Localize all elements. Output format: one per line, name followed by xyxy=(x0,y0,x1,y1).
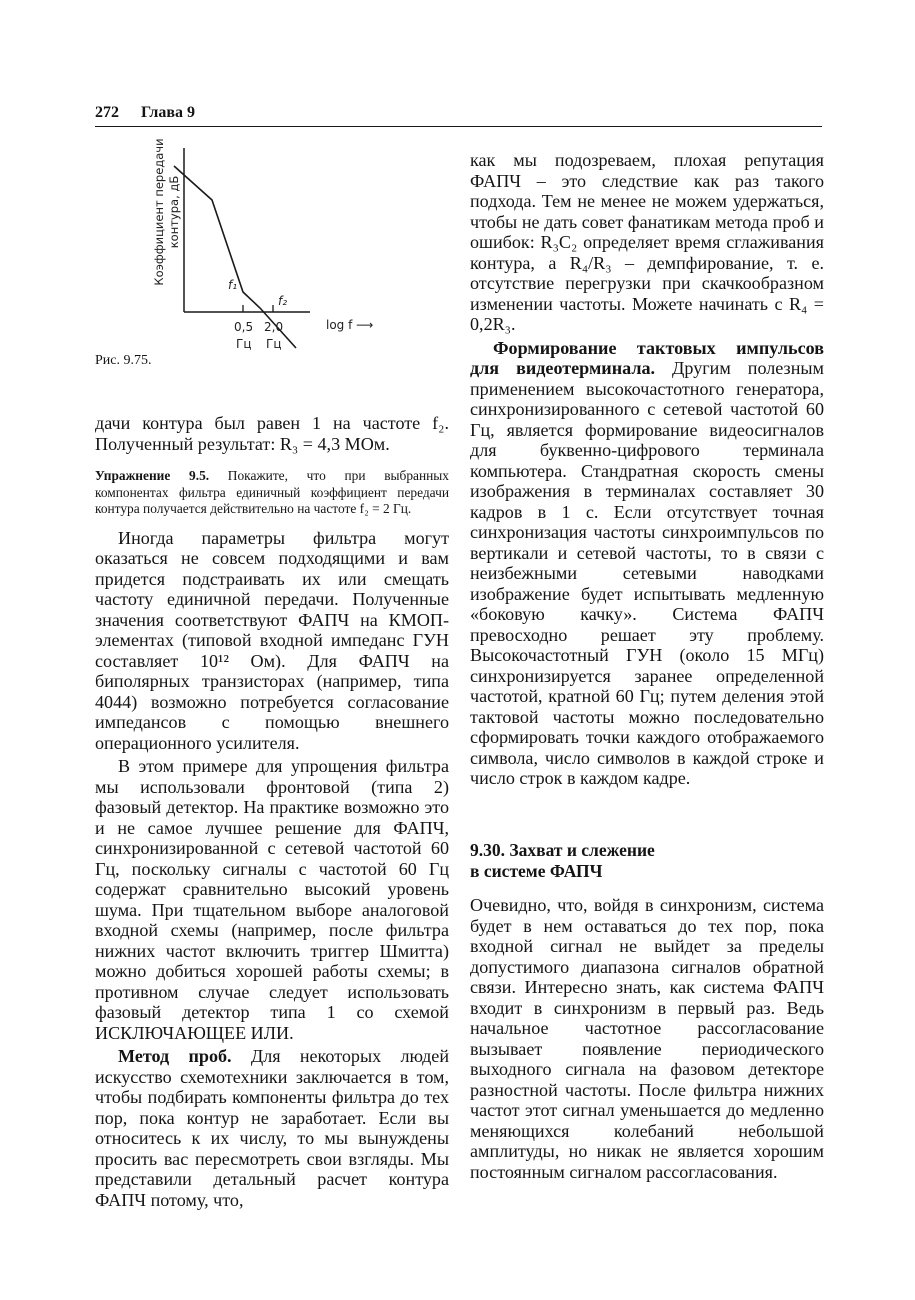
paragraph: Очевидно, что, войдя в синхронизм, система будет в нем оставаться до тех пор, пока входной сигнал не выйдет за пределы допустимого диапазона сигналов обратной связи. Интересно знать, как система ФАПЧ входит в синхронизм в первый раз. Ведь начальное частотное рассогласование вызывает появление периодического выходного сигнала на фазовом детекторе разностной частоты. После фильтра нижних частот этот сигнал уменьшается до медленно меняющихся колебаний небольшой амплитуды, но никак не является хорошим постоянным сигналом рассогласования. xyxy=(470,895,824,1182)
page-header xyxy=(95,104,822,127)
x-axis-label: log f ⟶ xyxy=(326,318,374,332)
section-heading: 9.30. Захват и слежение в системе ФАПЧ xyxy=(470,840,655,881)
page-number: 272 xyxy=(95,104,119,121)
left-column xyxy=(95,413,449,1210)
chapter-title: Глава 9 xyxy=(141,104,195,121)
paragraph: дачи контура был равен 1 на частоте f₂. Полученный результат: R₃ = 4,3 МОм. xyxy=(95,413,449,454)
exercise-title: Упражнение 9.5. xyxy=(95,468,210,483)
loop-gain-figure xyxy=(150,140,410,358)
unit-label-2: Гц xyxy=(266,337,282,351)
paragraph: как мы подозреваем, плохая репутация ФАПЧ – это следствие как раз такого подхода. Тем не менее не можем удержаться, чтобы не дать совет фанатикам метода проб и ошибок: R₃C₂ определяет время сглаживания контура, а R₄/R₃ – демпфирование, т. е. отсутствие перегрузки при скачкообразном изменении частоты. Можете начинать с R₄ = 0,2R₃. xyxy=(470,150,824,334)
unit-label-1: Гц xyxy=(236,337,252,351)
paragraph: В этом примере для упрощения фильтра мы использовали фронтовой (типа 2) фазовый детектор. На практике возможно это и не самое лучшее решение для ФАПЧ, синхронизированной с сетевой частотой 60 Гц, поскольку сигналы с частотой 60 Гц содержат сравнительно высокий уровень шума. При тщательном выборе аналоговой входной схемы (например, после фильтра нижних частот включить триггер Шмитта) можно добиться хорошей работы схемы; в противном случае следует использовать фазовый детектор типа 1 со схемой ИСКЛЮЧАЮЩЕЕ ИЛИ. xyxy=(95,756,449,1043)
paragraph: Формирование тактовых импульсов для видеотерминала. Другим полезным применением высокочастотного генератора, синхронизированного с сетевой частотой 60 Гц, является формирование видеосигналов для буквенно-цифрового терминала компьютера. Стандратная скорость смены изображения в терминалах составляет 30 кадров в 1 с. Если отсутствует точная синхронизация частоты синхроимпульсов по вертикали и сетевой частоты, то в связи с неизбежными сетевыми наводками изображение будет испытывать медленную «боковую качку». Система ФАПЧ превосходно решает эту проблему. Высокочастотный ГУН (около 15 МГц) синхронизируется заранее определенной частотой, кратной 60 Гц; путем деления этой тактовой частоты можно последовательно сформировать точки каждого отображаемого символа, число символов в каждой строке и число строк в каждом кадре. xyxy=(470,337,824,788)
tick-label-1: 0,5 xyxy=(234,320,254,334)
paragraph-title: Метод проб. xyxy=(118,1046,232,1066)
right-column xyxy=(470,150,824,789)
exercise xyxy=(95,468,449,518)
tick-label-2: 2,0 xyxy=(264,320,284,334)
paragraph: Иногда параметры фильтра могут оказаться не совсем подходящими и вам придется подстраивать их или смещать частоту единичной передачи. Полученные значения соответствуют ФАПЧ на КМОП-элементах (типовой входной импеданс ГУН составляет 10¹² Ом). Для ФАПЧ на биполярных транзисторах (например, типа 4044) возможно потребуется согласование импедансов с помощью внешнего операционного усилителя. xyxy=(95,527,449,753)
paragraph: Метод проб. Для некоторых людей искусство схемотехники заключается в том, чтобы подбирать компоненты фильтра до тех пор, пока контур не заработает. Если вы относитесь к их числу, то мы вынуждены просить вас пересмотреть свои взгляды. Мы представили детальный расчет контура ФАПЧ потому, что, xyxy=(95,1046,449,1210)
y-axis-label: Коэффициент передачи контура, дБ xyxy=(152,138,181,286)
f1-label: f₁ xyxy=(228,278,238,292)
exercise-text: Покажите, что при выбранных компонентах фильтра единичный коэффициент передачи контура получается действительно на частоте f₂ = 2 Гц. xyxy=(95,468,449,516)
right-column-lower xyxy=(470,895,824,1182)
f2-label: f₂ xyxy=(278,294,288,308)
paragraph-title: Формирование тактовых импульсов для видеотерминала. xyxy=(470,337,824,378)
figure-caption: Рис. 9.75. xyxy=(95,353,152,368)
